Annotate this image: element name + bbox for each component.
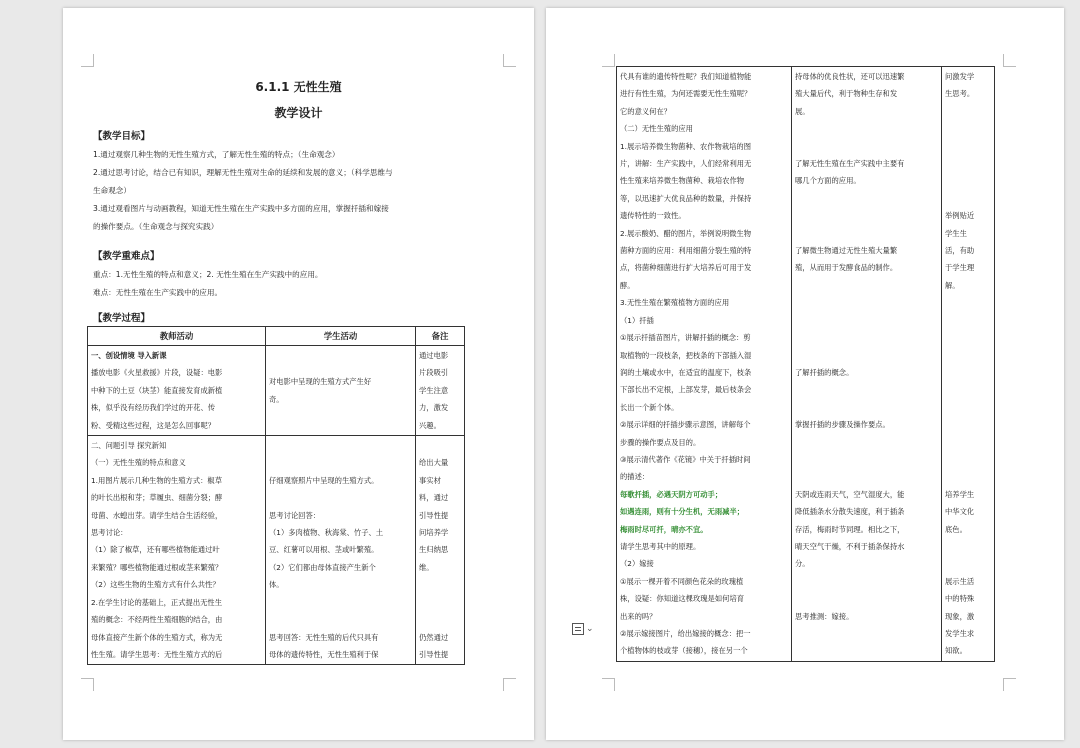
cell-line: 株，设疑：你知道这棵玫瑰是如何培育 [620, 594, 745, 604]
margin-corner [503, 54, 516, 67]
cell-line: 天阴或连雨天气，空气湿度大，能 [795, 489, 905, 499]
cell-line: 现象，激 [945, 611, 975, 621]
cell-line: 中的特殊 [945, 594, 975, 604]
cell-line: 粉、受精这些过程，这是怎么回事呢？ [91, 420, 216, 430]
cell-line: 存活，梅雨时节同理。相比之下， [795, 524, 905, 534]
cell-line: 中华文化 [945, 507, 975, 517]
poem-line: 梅雨时尽可扦，晴亦不宜。 [620, 524, 708, 534]
cell-line: 来繁殖？哪些植物能通过根或茎来繁殖？ [91, 562, 223, 572]
cell-line: 问激发学 [945, 72, 975, 81]
cell-line: 对电影中呈现的生殖方式产生好 [269, 377, 372, 387]
cell-line: 奇。 [269, 394, 284, 404]
cell-line: ②展示嫁接图片，给出嫁接的概念：把一 [620, 629, 751, 638]
chevron-down-icon: ⌄ [586, 624, 594, 634]
cell-line: 母菌、水螅出芽。请学生结合生活经验， [91, 510, 223, 520]
table-row [88, 346, 465, 436]
cell-line: 力，激发 [419, 403, 449, 413]
cell-line: 培养学生 [945, 489, 975, 499]
cell-line: 学生注意 [419, 385, 449, 395]
cell-line: ①展示扦插苗图片，讲解扦插的概念：剪 [620, 333, 751, 343]
keypoint-line: 难点：无性生殖在生产实践中的应用。 [93, 288, 223, 297]
cell-line: 取植物的一段枝条，把枝条的下部插入湿 [620, 350, 752, 360]
cell-line: ②展示详细的扦插步骤示意图，讲解每个 [620, 420, 751, 430]
note-cell [416, 346, 465, 436]
cell-line: 思考讨论回答： [269, 510, 321, 520]
goal-line: 1.通过观察几种生物的无性生殖方式，了解无性生殖的特点；（生命观念） [93, 150, 340, 159]
cell-line: 点，将菌种细菌进行扩大培养后可用于发 [620, 263, 752, 273]
cell-line: 思考讨论： [91, 528, 128, 538]
goal-line: 生命观念） [93, 186, 131, 195]
document-page-1 [63, 8, 534, 740]
cell-line: 的叶长出根和芽；草履虫、细菌分裂；酵 [91, 493, 223, 503]
cell-line: 引导性提 [419, 510, 449, 520]
margin-corner [1003, 54, 1016, 67]
table-row [617, 67, 995, 662]
cell-line: （1）扦插 [620, 315, 654, 325]
cell-line: 2.展示酸奶、醋的图片，举例说明微生物 [620, 228, 752, 238]
document-title: 6.1.1 无性生殖 [255, 80, 342, 94]
goal-line: 3.通过观看图片与动画教程，知道无性生殖在生产实践中多方面的应用，掌握扦插和嫁接 [93, 204, 389, 213]
cell-line: 掌握扦插的步骤及操作要点。 [795, 420, 890, 430]
cell-line: 维。 [419, 562, 434, 572]
lesson-table-page2 [616, 66, 995, 662]
cell-line: 它的意义何在？ [620, 106, 672, 116]
student-cell [266, 346, 416, 436]
margin-corner [602, 678, 615, 691]
cell-line: 了解微生物通过无性生殖大量繁 [795, 246, 898, 256]
cell-line: 通过电影 [419, 351, 449, 360]
cell-line: 活，有助 [945, 246, 975, 256]
cell-line: 的描述： [620, 472, 650, 482]
goal-line: 2.通过思考讨论，结合已有知识，理解无性生殖对生命的延续和发展的意义；（科学思维与 [93, 168, 393, 177]
cell-line: 等，以迅速扩大优良品种的数量，并保持 [620, 193, 752, 203]
cell-line: 下部长出不定根，上部发芽，最后枝条会 [620, 385, 752, 395]
lesson-table-page1 [87, 326, 465, 665]
cell-heading: 一、创设情境 导入新课 [91, 351, 167, 360]
poem-line: 如遇连雨，则有十分生机，无雨减半； [620, 507, 745, 517]
student-cell [266, 436, 416, 665]
cell-line: 二、问题引导 探究新知 [91, 441, 167, 451]
margin-corner [1003, 678, 1016, 691]
cell-line: 代具有谁的遗传特性呢？我们知道植物能 [620, 72, 752, 81]
section-heading-goals: 【教学目标】 [93, 131, 151, 142]
cell-line: 底色。 [945, 524, 967, 534]
cell-line: 母体直接产生新个体的生殖方式，称为无 [91, 632, 223, 642]
cell-line: 给出大量 [419, 458, 449, 468]
cell-line: 殖大量后代，利于物种生存和发 [795, 89, 898, 99]
goal-line: 的操作要点。（生命观念与探究实践） [93, 222, 219, 231]
cell-line: 酵。 [620, 280, 635, 290]
cell-line: 事实材 [419, 475, 441, 485]
cell-line: 播放电影《火星救援》片段，设疑：电影 [91, 368, 223, 378]
outline-icon [572, 623, 584, 635]
poem-line: 每歌扦插，必遇天阴方可动手； [620, 489, 723, 499]
cell-line: （2）这些生物的生殖方式有什么共性？ [91, 580, 220, 590]
section-heading-keypoints: 【教学重难点】 [93, 251, 160, 262]
teacher-cell [617, 67, 792, 662]
cell-line: 引导性提 [419, 649, 449, 659]
student-cell [792, 67, 942, 662]
cell-line: （1）除了椒草，还有哪些植物能通过叶 [91, 545, 220, 555]
cell-line: 降低插条水分散失速度，利于插条 [795, 507, 905, 517]
cell-line: 片，讲解：生产实践中，人们经常利用无 [620, 159, 752, 169]
cell-line: 解。 [945, 280, 960, 290]
cell-line: 举例贴近 [945, 211, 975, 221]
cell-line: （一）无性生殖的特点和意义 [91, 458, 186, 468]
cell-line: 片段吸引 [419, 368, 449, 378]
cell-line: （二）无性生殖的应用 [620, 124, 693, 134]
cell-line: 料，通过 [419, 493, 449, 503]
cell-line: 于学生理 [945, 263, 975, 273]
cell-line: （2）它们都由母体直接产生新个 [269, 562, 376, 572]
cell-line: 遗传特性的一致性。 [620, 211, 686, 221]
cell-line: 仔细观察照片中呈现的生殖方式。 [269, 475, 379, 485]
cell-line: 菌种方面的应用：利用细菌分裂生殖的特 [620, 246, 752, 256]
cell-line: （1）多肉植物、秋海棠、竹子、土 [269, 528, 384, 538]
cell-line: 母体的遗传特性，无性生殖利于保 [269, 649, 379, 659]
cell-line: 润的土壤或水中，在适宜的温度下，枝条 [620, 367, 752, 377]
cell-line: 进行有性生殖，为何还需要无性生殖呢？ [620, 89, 752, 99]
cell-line: 发学生求 [945, 629, 975, 638]
cell-line: 展示生活 [945, 576, 975, 586]
cell-line: 哪几个方面的应用。 [795, 176, 861, 186]
cell-line: 问培养学 [419, 528, 449, 538]
cell-line: 知欲。 [945, 646, 967, 656]
cell-line: 3.无性生殖在繁殖植物方面的应用 [620, 298, 730, 308]
margin-corner [81, 54, 94, 67]
cell-line: （2）嫁接 [620, 559, 654, 569]
outline-toggle-button[interactable] [572, 620, 600, 638]
cell-line: 了解扦插的概念。 [795, 367, 854, 377]
cell-line: 生归纳思 [419, 545, 449, 555]
cell-line: 性生殖。请学生思考：无性生殖方式的后 [91, 649, 223, 659]
table-row [88, 436, 465, 665]
cell-line: 豆、红薯可以用根、茎或叶繁殖。 [269, 545, 379, 555]
cell-line: ③展示清代著作《花镜》中关于扦插时间 [620, 454, 751, 464]
document-page-2 [546, 8, 1064, 740]
keypoint-line: 重点：1.无性生殖的特点和意义；2. 无性生殖在生产实践中的应用。 [93, 270, 323, 279]
column-header-student: 学生活动 [266, 327, 416, 346]
cell-line: 株，似乎没有经历我们学过的开花、传 [91, 403, 216, 413]
column-header-teacher: 教师活动 [88, 327, 266, 346]
cell-line: 学生生 [945, 228, 967, 238]
cell-line: 仍然通过 [419, 632, 449, 642]
cell-line: 1.展示培养微生物菌种、农作物栽培的图 [620, 141, 752, 151]
section-heading-process: 【教学过程】 [93, 313, 151, 324]
cell-line: 殖，从而用于发酵食品的制作。 [795, 263, 898, 273]
cell-line: 晴天空气干燥，不利于插条保持水 [795, 541, 905, 551]
cell-line: 步骤的操作要点及目的。 [620, 437, 701, 447]
note-cell [942, 67, 995, 662]
cell-line: 性生殖来培养微生物菌种、栽培农作物 [620, 176, 745, 186]
cell-line: ①展示一棵开着不同颜色花朵的玫瑰植 [620, 576, 744, 586]
cell-line: 分。 [795, 559, 810, 569]
cell-line: 持母体的优良性状，还可以迅速繁 [795, 72, 905, 81]
cell-line: 中种下的土豆（块茎）能直接发育成新植 [91, 385, 223, 395]
cell-line: 体。 [269, 580, 284, 590]
cell-line: 出来的吗？ [620, 611, 657, 621]
cell-line: 个植物体的枝或芽（接穗），接在另一个 [620, 646, 748, 656]
note-cell [416, 436, 465, 665]
margin-corner [503, 678, 516, 691]
cell-line: 了解无性生殖在生产实践中主要有 [795, 159, 905, 169]
column-header-note: 备注 [416, 327, 465, 346]
teacher-cell [88, 346, 266, 436]
cell-line: 思考推测：嫁接。 [795, 611, 854, 621]
cell-line: 展。 [795, 106, 810, 116]
cell-line: 请学生思考其中的原理。 [620, 541, 701, 551]
margin-corner [81, 678, 94, 691]
cell-line: 思考回答：无性生殖的后代只具有 [269, 632, 379, 642]
goals-list [93, 146, 468, 236]
cell-line: 兴趣。 [419, 420, 441, 430]
keypoints-list [93, 266, 468, 302]
cell-line: 2.在学生讨论的基础上，正式提出无性生 [91, 597, 223, 607]
margin-corner [602, 54, 615, 67]
teacher-cell [88, 436, 266, 665]
cell-line: 生思考。 [945, 89, 975, 99]
cell-line: 长出一个新个体。 [620, 402, 679, 412]
cell-line: 1.用图片展示几种生物的生殖方式：椒草 [91, 475, 223, 485]
document-subtitle: 教学设计 [274, 106, 323, 120]
cell-line: 殖的概念：不经两性生殖细胞的结合，由 [91, 615, 223, 625]
